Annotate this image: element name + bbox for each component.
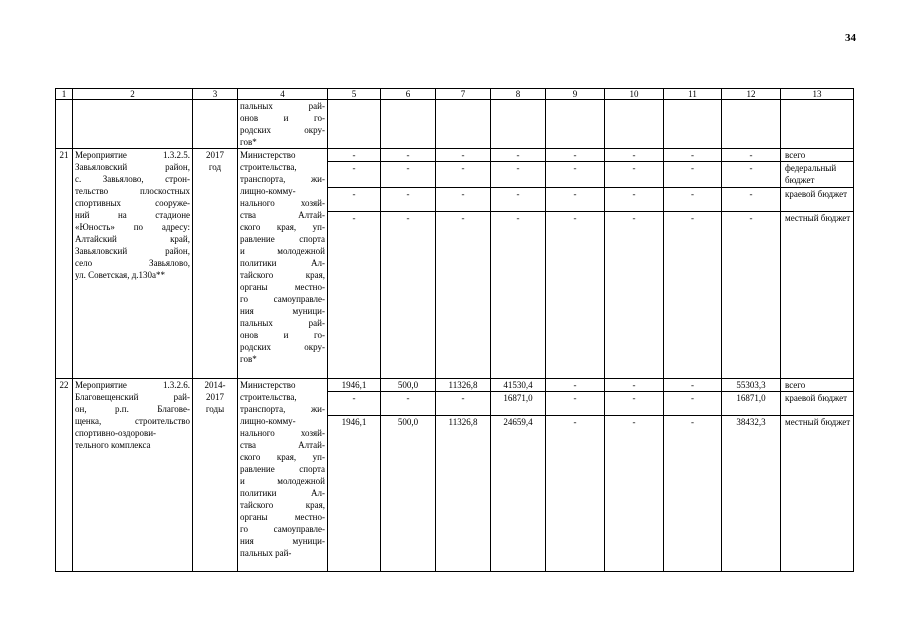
measure-name-cell-line: Мероприятие 1.3.2.5.: [75, 150, 190, 160]
measure-name-cell-line: село Завьялово,: [75, 258, 190, 268]
year-cell: [193, 379, 238, 572]
cell-col-5: [328, 100, 381, 149]
measure-name-cell-line: с. Завьялово, строн-: [75, 174, 190, 184]
executor-cell: [238, 379, 328, 572]
header-cell-9: 9: [546, 89, 605, 100]
value-cell-col-11: -: [664, 212, 722, 379]
executor-cell-line: строительства,: [240, 392, 297, 402]
value-cell-col-6: -: [381, 162, 436, 188]
value-cell-col-7: 11326,8: [436, 379, 491, 392]
value-cell-col-9: -: [546, 149, 605, 162]
value-cell-col-6: 500,0: [381, 379, 436, 392]
executor-cell-line: строительства,: [240, 162, 297, 172]
header-cell-5: 5: [328, 89, 381, 100]
executor-cell-line: ния муници-: [240, 306, 325, 316]
executor-cell-line: тайского края,: [240, 500, 325, 510]
value-cell-col-12: 55303,3: [722, 379, 781, 392]
executor-cell-line: ства Алтай-: [240, 440, 325, 450]
value-cell-col-5: 1946,1: [328, 416, 381, 572]
funding-source-cell: краевой бюджет: [781, 188, 854, 212]
header-cell-1: 1: [56, 89, 73, 100]
executor-cell-line: онов и го-: [240, 113, 325, 123]
measure-name-cell-line: Завьяловский район,: [75, 246, 190, 256]
cell-col-10: [605, 100, 664, 149]
executor-cell-line: родских окру-: [240, 342, 325, 352]
value-cell-col-9: -: [546, 392, 605, 416]
executor-cell-line: политики Ал-: [240, 258, 325, 268]
value-cell-col-8: -: [491, 149, 546, 162]
cell-num: [56, 100, 73, 149]
value-cell-col-6: -: [381, 392, 436, 416]
header-cell-8: 8: [491, 89, 546, 100]
measure-name-cell: [73, 379, 193, 572]
executor-cell-line: нального хозяй-: [240, 428, 325, 438]
value-cell-col-12: -: [722, 212, 781, 379]
value-cell-col-11: -: [664, 392, 722, 416]
executor-cell-line: равление спорта: [240, 464, 325, 474]
measure-name-cell-line: Алтайский край,: [75, 234, 190, 244]
executor-cell-line: лищно-комму-: [240, 416, 296, 426]
cell-col-13: [781, 100, 854, 149]
executor-cell-line: политики Ал-: [240, 488, 325, 498]
header-cell-7: 7: [436, 89, 491, 100]
year-cell-line: 2017: [206, 392, 224, 402]
executor-cell-line: родских окру-: [240, 125, 325, 135]
value-cell-col-8: -: [491, 188, 546, 212]
executor-cell-line: гов*: [240, 137, 257, 147]
measure-name-cell-line: он, р.п. Благове-: [75, 404, 190, 414]
executor-cell-line: ского края, уп-: [240, 222, 325, 232]
value-cell-col-5: -: [328, 188, 381, 212]
measure-name-cell-line: Мероприятие 1.3.2.6.: [75, 380, 190, 390]
header-cell-3: 3: [193, 89, 238, 100]
value-cell-col-8: 41530,4: [491, 379, 546, 392]
measure-name-cell-line: ний на стадионе: [75, 210, 190, 220]
funding-source-cell: всего: [781, 149, 854, 162]
funding-source-cell: местный бюджет: [781, 212, 854, 379]
executor-cell-line: Министерство: [240, 150, 296, 160]
executor-cell-line: и молодежной: [240, 476, 325, 486]
cell-col-12: [722, 100, 781, 149]
measure-name-cell-line: спортивно-оздорови-: [75, 428, 157, 438]
year-cell-line: год: [208, 162, 222, 172]
value-cell-col-10: -: [605, 379, 664, 392]
cell-col-9: [546, 100, 605, 149]
executor-cell-line: го самоуправле-: [240, 524, 325, 534]
measure-name-cell-line: ул. Советская, д.130а**: [75, 270, 166, 280]
value-cell-col-7: -: [436, 149, 491, 162]
value-cell-col-11: -: [664, 149, 722, 162]
value-cell-col-11: -: [664, 162, 722, 188]
executor-cell-line: нального хозяй-: [240, 198, 325, 208]
value-cell-col-7: -: [436, 188, 491, 212]
value-cell-col-6: -: [381, 188, 436, 212]
executor-cell: [238, 149, 328, 379]
cell-col-7: [436, 100, 491, 149]
value-cell-col-8: -: [491, 162, 546, 188]
value-cell-col-8: 24659,4: [491, 416, 546, 572]
executor-cell-line: органы местно-: [240, 512, 325, 522]
value-cell-col-12: -: [722, 149, 781, 162]
executor-cell: [238, 100, 328, 149]
value-cell-col-5: -: [328, 392, 381, 416]
executor-cell-line: онов и го-: [240, 330, 325, 340]
value-cell-col-10: -: [605, 392, 664, 416]
cell-year: [193, 100, 238, 149]
value-cell-col-10: -: [605, 212, 664, 379]
year-cell-line: 2017: [206, 150, 224, 160]
value-cell-col-8: 16871,0: [491, 392, 546, 416]
cell-name: [73, 100, 193, 149]
executor-cell-line: транспорта, жи-: [240, 174, 325, 184]
measure-name-cell-line: щенка, строительство: [75, 416, 190, 426]
executor-cell-line: ства Алтай-: [240, 210, 325, 220]
value-cell-col-5: -: [328, 162, 381, 188]
program-table: [55, 88, 854, 572]
page-number: 34: [845, 32, 856, 44]
value-cell-col-11: -: [664, 379, 722, 392]
row-number: 22: [56, 379, 73, 572]
value-cell-col-6: -: [381, 212, 436, 379]
header-cell-10: 10: [605, 89, 664, 100]
value-cell-col-12: -: [722, 188, 781, 212]
funding-source-cell: местный бюджет: [781, 416, 854, 572]
funding-source-cell: федеральный бюджет: [781, 162, 854, 188]
value-cell-col-5: -: [328, 212, 381, 379]
table-row: [56, 379, 854, 392]
value-cell-col-7: 11326,8: [436, 416, 491, 572]
value-cell-col-9: -: [546, 212, 605, 379]
value-cell-col-10: -: [605, 162, 664, 188]
header-cell-13: 13: [781, 89, 854, 100]
executor-cell-line: равление спорта: [240, 234, 325, 244]
measure-name-cell-line: Благовещенский рай-: [75, 392, 190, 402]
measure-name-cell-line: тельство плоскостных: [75, 186, 190, 196]
value-cell-col-10: -: [605, 149, 664, 162]
value-cell-col-7: -: [436, 212, 491, 379]
value-cell-col-6: 500,0: [381, 416, 436, 572]
year-cell-line: годы: [205, 404, 225, 414]
executor-cell-line: органы местно-: [240, 282, 325, 292]
cell-col-6: [381, 100, 436, 149]
executor-cell-line: го самоуправле-: [240, 294, 325, 304]
header-cell-12: 12: [722, 89, 781, 100]
table-row: [56, 149, 854, 162]
value-cell-col-9: -: [546, 188, 605, 212]
executor-cell-line: лищно-комму-: [240, 186, 296, 196]
executor-cell-line: Министерство: [240, 380, 296, 390]
cell-col-8: [491, 100, 546, 149]
header-row: [56, 89, 854, 100]
year-cell-line: 2014-: [204, 380, 226, 390]
header-cell-11: 11: [664, 89, 722, 100]
funding-source-cell: краевой бюджет: [781, 392, 854, 416]
value-cell-col-12: 38432,3: [722, 416, 781, 572]
value-cell-col-5: -: [328, 149, 381, 162]
row-number: 21: [56, 149, 73, 379]
value-cell-col-8: -: [491, 212, 546, 379]
value-cell-col-12: 16871,0: [722, 392, 781, 416]
executor-cell-line: гов*: [240, 354, 257, 364]
value-cell-col-7: -: [436, 162, 491, 188]
measure-name-cell-line: Завьяловский район,: [75, 162, 190, 172]
executor-cell-line: ского края, уп-: [240, 452, 325, 462]
value-cell-col-11: -: [664, 188, 722, 212]
value-cell-col-7: -: [436, 392, 491, 416]
value-cell-col-12: -: [722, 162, 781, 188]
executor-cell-line: пальных рай-: [240, 548, 292, 558]
value-cell-col-5: 1946,1: [328, 379, 381, 392]
executor-cell-line: и молодежной: [240, 246, 325, 256]
continuation-row: [56, 100, 854, 149]
executor-cell-line: ния муници-: [240, 536, 325, 546]
value-cell-col-10: -: [605, 416, 664, 572]
executor-cell-line: пальных рай-: [240, 101, 325, 111]
header-cell-2: 2: [73, 89, 193, 100]
measure-name-cell-line: тельного комплекса: [75, 440, 151, 450]
funding-source-cell: всего: [781, 379, 854, 392]
cell-col-11: [664, 100, 722, 149]
measure-name-cell-line: спортивных сооруже-: [75, 198, 190, 208]
executor-cell-line: транспорта, жи-: [240, 404, 325, 414]
value-cell-col-10: -: [605, 188, 664, 212]
executor-cell-line: тайского края,: [240, 270, 325, 280]
value-cell-col-11: -: [664, 416, 722, 572]
value-cell-col-6: -: [381, 149, 436, 162]
header-cell-4: 4: [238, 89, 328, 100]
year-cell: [193, 149, 238, 379]
measure-name-cell: [73, 149, 193, 379]
value-cell-col-9: -: [546, 379, 605, 392]
value-cell-col-9: -: [546, 416, 605, 572]
executor-cell-line: пальных рай-: [240, 318, 325, 328]
value-cell-col-9: -: [546, 162, 605, 188]
header-cell-6: 6: [381, 89, 436, 100]
measure-name-cell-line: «Юность» по адресу:: [75, 222, 190, 232]
